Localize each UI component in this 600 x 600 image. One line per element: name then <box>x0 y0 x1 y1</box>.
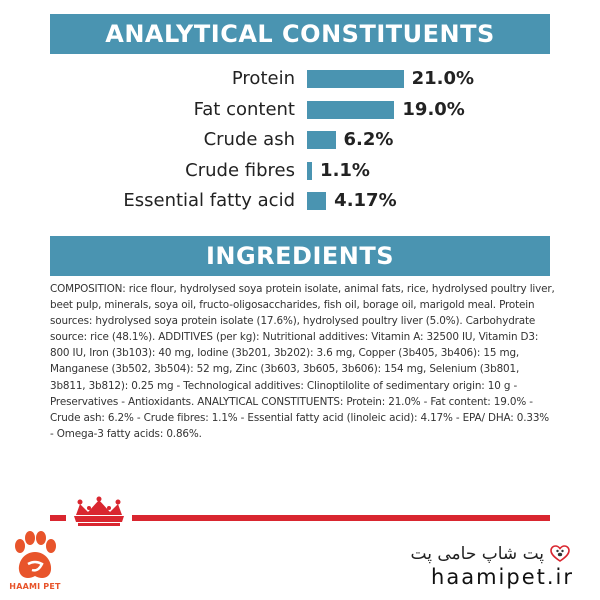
analytical-row-label: Protein <box>231 68 295 89</box>
site-url[interactable]: haamipet.ir <box>431 565 574 589</box>
analytical-row <box>0 188 600 214</box>
red-divider-right <box>132 515 550 521</box>
analytical-row-value: 4.17% <box>334 190 397 211</box>
analytical-constituents-banner: ANALYTICAL CONSTITUENTS <box>50 14 550 54</box>
analytical-row <box>0 66 600 92</box>
crown-icon <box>66 496 132 528</box>
red-divider-left <box>50 515 66 521</box>
paw-logo-icon <box>10 530 60 582</box>
persian-shop-name: پت شاپ حامی پت <box>410 544 544 564</box>
analytical-row-bar <box>307 70 404 88</box>
analytical-row-bar <box>307 192 326 210</box>
analytical-row-value: 6.2% <box>343 129 394 150</box>
analytical-row <box>0 158 600 184</box>
analytical-row <box>0 127 600 153</box>
analytical-row <box>0 97 600 123</box>
analytical-row-bar <box>307 131 336 149</box>
persian-shop-name-line <box>411 543 570 565</box>
analytical-row-bar <box>307 101 394 119</box>
analytical-row-value: 1.1% <box>320 159 370 181</box>
ingredients-text: COMPOSITION: rice flour, hydrolysed soya protein isolate, animal fats, rice, hydrolysed poultry liver, beet pulp, minerals, soya oil, fructo-oligosaccharides, fish oil, borage oil, marigold meal. Protein sources: hydrolysed soya protein isolate (17.6%), hydrolysed poultry liver (5.0%). Carbohydrate source: rice (48.1%). ADDITIVES (per kg): Nutritional additives: Vitamin A: 32500 IU, Vitamin D3: 800 IU, Iron (3b103): 40 mg, Iodine (3b201, 3b202): 3.6 mg, Copper (3b405, 3b406): 15 mg, Manganese (3b502, 3b504): 52 mg, Zinc (3b603, 3b605, 3b606): 154 mg, Selenium (3b801, 3b811, 3b812): 0.25 mg - Technological additives: Clinoptilolite of sedimentary origin: 10 g - Preservatives - Antioxidants. ANALYTICAL CONSTITUENTS: Protein: 21.0% - Fat content: 19.0% - Crude ash: 6.2% - Crude fibres: 1.1% - Essential fatty acid (linoleic acid): 4.17% - EPA/ DHA: 0.33% - Omega-3 fatty acids: 0.86%. <box>50 283 555 440</box>
analytical-row-label: Essential fatty acid <box>123 190 295 211</box>
analytical-row-value: 19.0% <box>402 98 465 120</box>
heart-paw-icon <box>550 544 570 564</box>
ingredients-banner: INGREDIENTS <box>50 236 550 276</box>
analytical-row-label: Crude ash <box>203 129 295 150</box>
analytical-row-bar <box>307 162 312 180</box>
brand-caption: HAAMI PET <box>9 582 61 591</box>
analytical-row-value: 21.0% <box>411 68 475 89</box>
analytical-row-label: Fat content <box>193 98 295 120</box>
analytical-row-label: Crude fibres <box>185 159 295 181</box>
